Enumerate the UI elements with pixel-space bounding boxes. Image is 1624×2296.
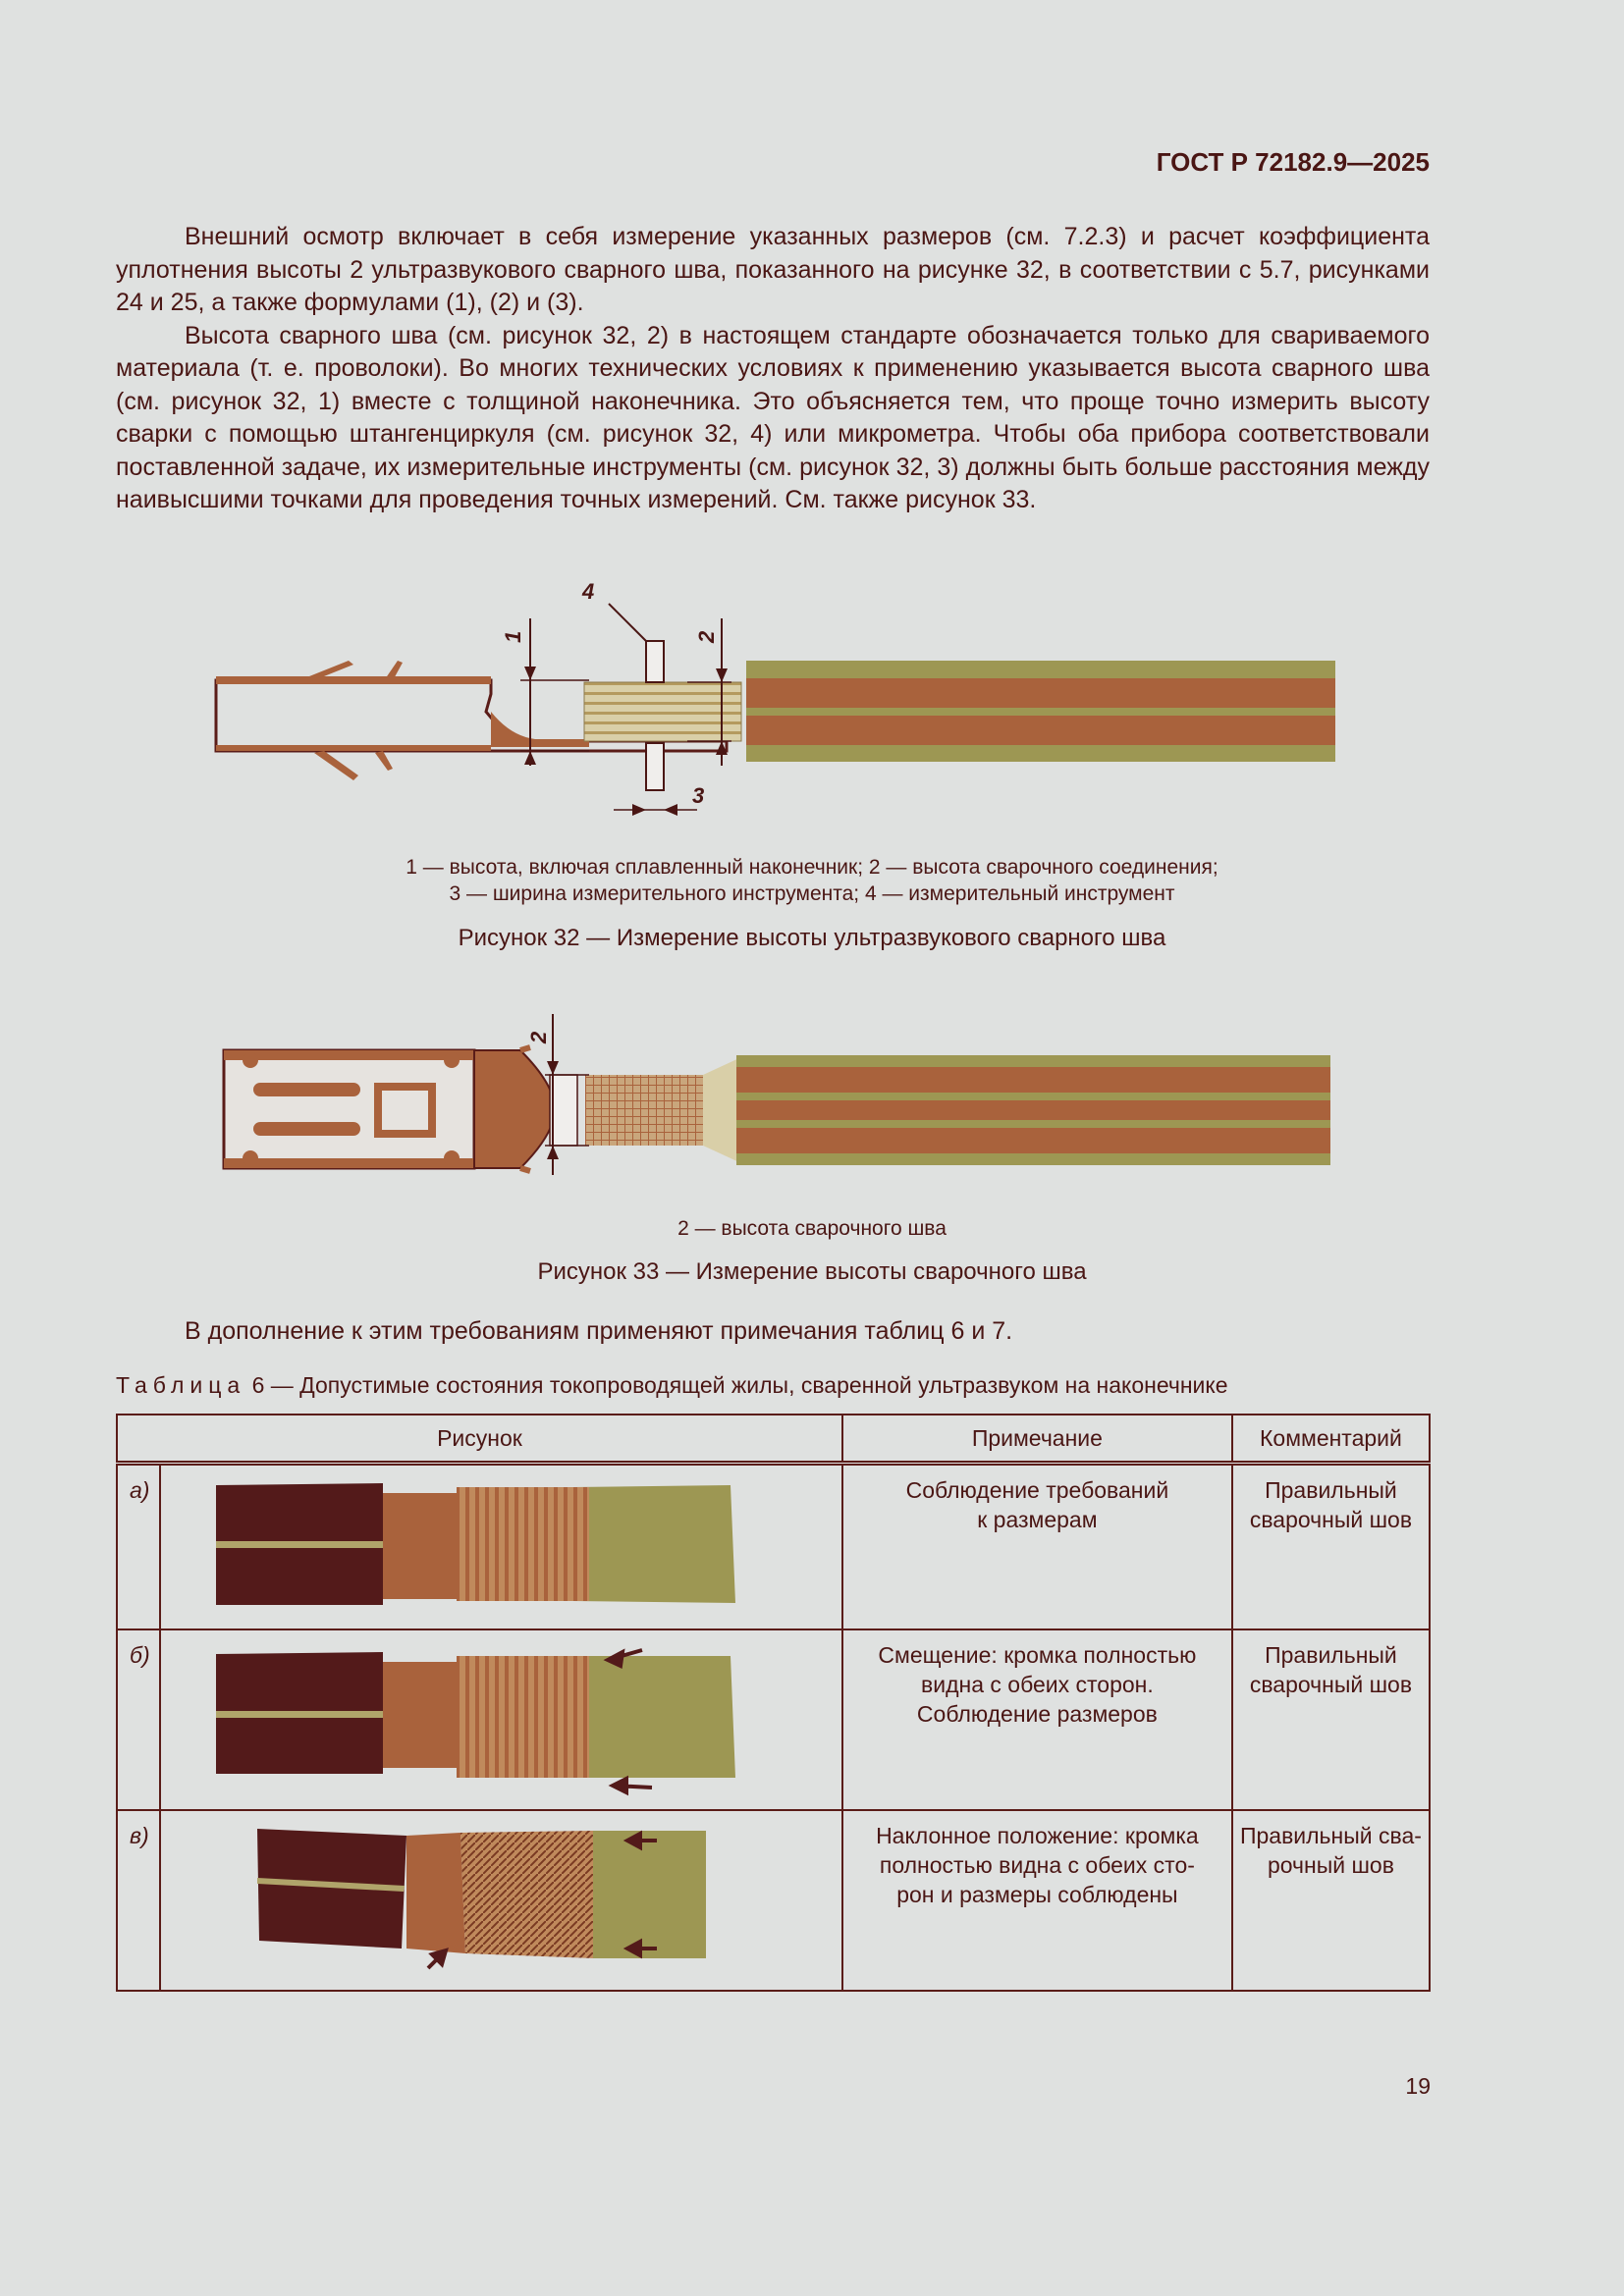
cable-copper-2 — [736, 1100, 1330, 1120]
arrow-icon — [613, 1779, 652, 1792]
marker-1: 1 — [501, 630, 525, 643]
terminal-transition — [491, 712, 589, 747]
table-row — [117, 1464, 1430, 1630]
figure-32-legend — [0, 854, 1624, 907]
cable-copper-lower — [746, 716, 1335, 745]
marker-2: 2 — [694, 630, 719, 643]
row-label: в) — [117, 1810, 160, 1991]
row-note: Соблюдение требований к размерам — [842, 1464, 1232, 1630]
marker-2: 2 — [526, 1031, 551, 1043]
marker-3: 3 — [692, 783, 705, 808]
paragraph-1: Внешний осмотр включает в себя измерение указанных размеров (см. 7.2.3) и расчет коэффициента уплотнения высоты 2 ультразвукового сварного шва, показанного на рисунке 32, в соответствии с 5.7, рисунками 24 и 25, а также формулами (1), (2) и (3). — [116, 223, 1430, 316]
terminal-top-strip — [216, 676, 491, 684]
arrow-icon — [428, 1950, 446, 1968]
row-note: Наклонное положение: кромка полностью видна с обеих сто- рон и размеры соблюдены — [842, 1810, 1232, 1991]
figure-32-drawing — [196, 574, 1345, 829]
table-6-caption-rest: 6 — Допустимые состояния токопроводящей жилы, сваренной ультразвуком на наконечнике — [245, 1372, 1228, 1398]
figure-32-legend-line-1: 1 — высота, включая сплавленный наконечник; 2 — высота сварочного соединения; — [406, 856, 1218, 879]
cable-insulation — [746, 661, 1335, 762]
terminal-bottom-strip — [216, 745, 491, 751]
header-picture: Рисунок — [117, 1415, 842, 1464]
figure-32-legend-line-2: 3 — ширина измерительного инструмента; 4 — измерительный инструмент — [449, 882, 1175, 905]
weld-picture-b — [161, 1630, 750, 1803]
intro-text — [116, 221, 1430, 517]
document-header: ГОСТ Р 72182.9—2025 — [1156, 147, 1430, 177]
table-row — [117, 1629, 1430, 1810]
table-6-caption — [116, 1372, 1228, 1399]
page-number: 19 — [1405, 2073, 1431, 2099]
table-6 — [116, 1414, 1431, 1992]
weld-picture-a — [161, 1466, 750, 1623]
welded-strands — [585, 1075, 703, 1146]
marker-4: 4 — [582, 579, 595, 604]
row-comment: Правильный сварочный шов — [1232, 1629, 1430, 1810]
weld-gap — [550, 1075, 577, 1146]
figure-33-drawing — [216, 1006, 1335, 1183]
measuring-instrument-jaw-lower — [646, 743, 664, 790]
row-picture — [160, 1629, 842, 1810]
paragraph-2: Высота сварного шва (см. рисунок 32, 2) в настоящем стандарте обозначается только для свариваемого материала (т. е. проволоки). Во многих технических условиях к применению указывается высота сварного шва (см. рисунок 32, 1) вместе с толщиной наконечника. Это объясняется тем, что проще точно измерить высоту сварки с помощью штангенциркуля (см. рисунок 32, 4) или микрометра. Чтобы оба прибора соответствовали поставленной задаче, их измерительные инструменты (см. рисунок 32, 3) должны быть больше расстояния между наивысшими точками для проведения точных измерений. См. также рисунок 33. — [116, 321, 1430, 513]
cable-copper-3 — [736, 1128, 1330, 1153]
cable-copper-1 — [736, 1067, 1330, 1093]
row-label: а) — [117, 1464, 160, 1630]
cable-copper-upper — [746, 678, 1335, 708]
header-comment: Комментарий — [1232, 1415, 1430, 1464]
figure-33-legend: 2 — высота сварочного шва — [677, 1217, 947, 1240]
paragraph-3: В дополнение к этим требованиям применяют примечания таблиц 6 и 7. — [185, 1317, 1013, 1345]
measuring-instrument-jaw-upper — [646, 641, 664, 682]
figure-33-caption: Рисунок 33 — Измерение высоты сварочного шва — [537, 1258, 1087, 1285]
row-picture — [160, 1464, 842, 1630]
figure-32-caption: Рисунок 32 — Измерение высоты ультразвукового сварного шва — [458, 925, 1166, 951]
weld-picture-c — [161, 1811, 750, 1984]
row-comment: Правильный сва- рочный шов — [1232, 1810, 1430, 1991]
row-picture — [160, 1810, 842, 1991]
table-row — [117, 1810, 1430, 1991]
terminal-cone — [474, 1050, 555, 1168]
row-comment: Правильный сварочный шов — [1232, 1464, 1430, 1630]
table-6-caption-word: Таблица — [116, 1372, 246, 1398]
welded-strands — [584, 682, 741, 741]
row-label: б) — [117, 1629, 160, 1810]
header-note: Примечание — [842, 1415, 1232, 1464]
terminal-outline — [224, 1050, 474, 1168]
terminal-crimp-wing-lower — [314, 751, 358, 780]
row-note: Смещение: кромка полностью видна с обеих сторон. Соблюдение размеров — [842, 1629, 1232, 1810]
terminal-crimp-wing-lower2 — [375, 751, 393, 771]
